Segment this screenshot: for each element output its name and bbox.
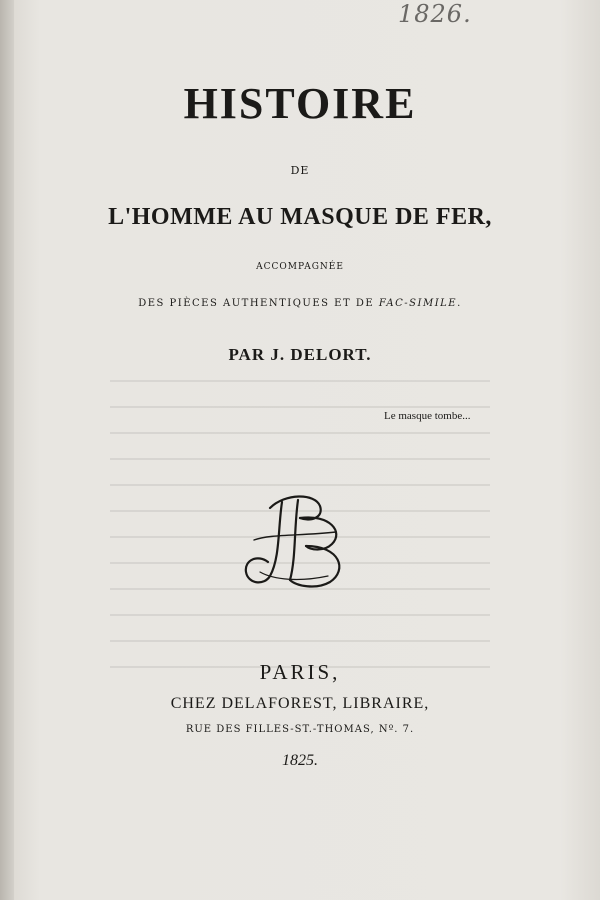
book-subtitle: L'HOMME AU MASQUE DE FER,	[108, 204, 492, 230]
pieces-emphasis: FAC-SIMILE	[378, 298, 458, 309]
pieces-prefix: DES PIÈCES AUTHENTIQUES ET DE	[138, 298, 379, 309]
pieces-line	[0, 298, 600, 309]
epigraph-quote: Le masque tombe...	[384, 410, 471, 422]
title-connector: DE	[290, 164, 310, 177]
monogram-emblem	[240, 488, 350, 593]
author-line: PAR J. DELORT.	[228, 345, 372, 364]
imprint-publisher: CHEZ DELAFOREST, LIBRAIRE,	[170, 695, 430, 712]
book-title: HISTOIRE	[183, 79, 417, 128]
imprint-year: 1825.	[282, 752, 318, 769]
pieces-suffix: .	[457, 298, 462, 309]
imprint-city: PARIS,	[259, 660, 341, 684]
handwritten-year-annotation: 1826.	[398, 0, 472, 28]
accompaniment-line: ACCOMPAGNÉE	[256, 262, 344, 272]
imprint-address: RUE DES FILLES-ST.-THOMAS, Nº. 7.	[185, 724, 415, 735]
